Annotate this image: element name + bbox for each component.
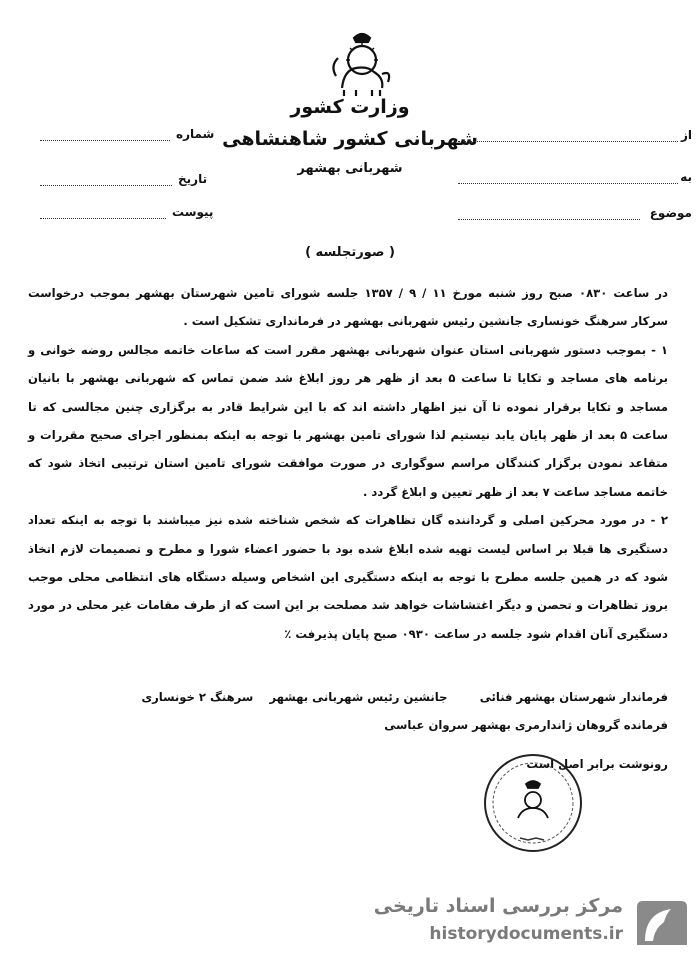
subject-line [458,219,640,220]
signature-line-1 [120,683,668,711]
paragraph-intro: در ساعت ۰۸۳۰ صبح روز شنبه مورخ ۱۱ / ۹ / ۱۳۵۷ جلسه شورای تامین شهرستان بهشهر بموجب درخواست سرکار سرهنگ خونساری جانشین رئیس شهربانی بهشهر در فرمانداری تشکیل است . [28,286,668,329]
signature-governor: فرماندار شهرستان بهشهر فنائی [479,690,668,704]
from-line [458,141,678,142]
signature-line-2: فرمانده گروهان ژاندارمری بهشهر سروان عباسی [384,718,668,732]
date-label: تاریخ [178,172,208,186]
true-copy-note: رونوشت برابر اصل است [526,757,668,771]
paragraph-item-2: ۲ - در مورد محرکین اصلی و گرداننده گان تظاهرات که شخص شناخته شده نیز میباشند با توجه به اینکه تعداد دستگیری ها قبلا بر اساس لیست تهیه شده ابلاغ شده بود با حضور اعضاء شورا و مطرح و تصمیمات لازم اتخاذ شود که در همین جلسه مطرح با توجه به اینکه دستگیری این اشخاص وسیله دستگاه های انتظامی محلی موجب بروز تظاهرات و تحصن و دیگر اغتشاشات خواهد شد مصلحت بر این است که از طرف مقامات غیر محلی در مورد دستگیری آنان اقدام شود جلسه در ساعت ۰۹۳۰ صبح پایان پذیرفت ٪ [28,513,668,641]
to-label: به [680,170,692,184]
minutes-heading: ( صورتجلسه ) [305,245,395,260]
police-title: شهربانی کشور شاهنشاهی [222,128,478,150]
watermark-url: historydocuments.ir [429,924,623,944]
city-police-title: شهربانی بهشهر [297,161,403,176]
watermark-title: مرکز بررسی اسناد تاریخی [373,895,623,917]
document-body [28,279,668,648]
attachment-line [40,218,166,219]
attachment-label: پیوست [172,205,214,219]
signatures-block [120,683,668,739]
from-label: از [680,128,692,142]
signature-deputy-chief: جانشین رئیس شهربانی بهشهر [269,690,448,704]
signature-colonel: سرهنگ ۲ خونساری [141,690,254,704]
lion-and-sun-emblem [322,30,402,100]
official-seal-icon [478,748,588,858]
to-line [458,183,678,184]
date-line [40,185,172,186]
ministry-title: وزارت کشور [290,96,410,118]
number-label: شماره [176,127,215,141]
number-line [40,140,170,141]
subject-label: موضوع [649,206,692,220]
archive-logo-icon [631,897,693,951]
paragraph-item-1: ۱ - بموجب دستور شهربانی استان عنوان شهربانی بهشهر مقرر است که ساعات خاتمه مجالس روضه خوانی و برنامه های مساجد و تکایا تا ساعت ۵ بعد از ظهر هر روز ابلاغ شد ضمن تماس که شهربانی بهشهر با بانیان مساجد و تکایا برقرار نموده تا آن نیز اظهار داشته اند که با این شرایط قادر به برگزاری چنین مجالسی که تا ساعت ۵ بعد از ظهر پایان یابد نیستیم لذا شورای تامین بهشهر با توجه به اینکه بمنظور اجرای صحیح مقررات و متقاعد نمودن برگزار کنندگان مراسم سوگواری در صورت موافقت شورای تامین استان ترتیبی اتخاذ شود که خاتمه مساجد ساعت ۷ بعد از ظهر تعیین و ابلاغ گردد . [28,342,669,499]
watermark [373,893,695,953]
